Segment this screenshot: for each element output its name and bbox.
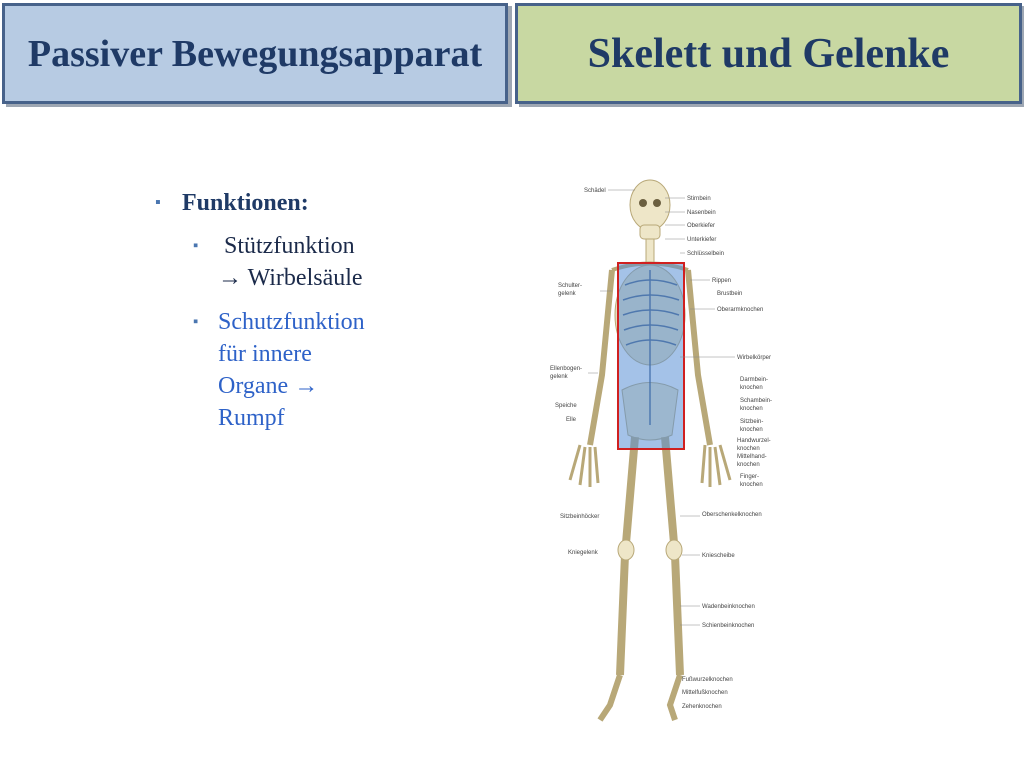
label-r10: knochen [740,385,763,391]
label-r11: Schambein- [740,398,773,404]
label-r7: Oberarmknochen [717,307,764,313]
bullet-item-support [155,230,425,294]
bullet-item-protection-line1: Schutzfunktion [218,309,365,335]
label-r17: Mittelhand- [737,454,767,460]
topic-title [515,3,1022,104]
section-title [2,3,508,104]
bullet-item-support-line1: Stützfunktion [224,233,355,259]
label-sitzbeinhoecker: Sitzbeinhöcker [560,514,600,520]
label-r13: Sitzbein- [740,419,764,425]
torso-highlight [618,263,684,449]
bullet-list [155,188,425,434]
label-r4: Schlüsselbein [687,251,725,257]
label-r20: knochen [740,482,763,488]
bullet-item-protection-line3: Organe → [218,373,319,399]
label-r19: Finger- [740,474,760,480]
bullet-item-protection-line2: für innere [218,341,312,367]
label-r24: Schienbeinknochen [702,623,755,629]
label-r5: Rippen [712,278,732,284]
labels-left [550,188,606,556]
label-speiche: Speiche [555,403,577,409]
label-r25: Fußwurzelknochen [682,677,733,683]
label-schulter-2: gelenk [558,291,576,297]
skeleton-figure [540,175,790,735]
label-r1: Nasenbein [687,210,716,216]
label-r14: knochen [740,427,763,433]
label-r0: Stirnbein [687,196,711,202]
label-r27: Zehenknochen [682,704,722,710]
label-r3: Unterkiefer [687,237,717,243]
bullet-item-support-line2: → Wirbelsäule [218,265,363,291]
label-r15: Handwurzel- [737,438,771,444]
label-r18: knochen [737,462,760,468]
bullet-heading [155,188,425,218]
label-r6: Brustbein [717,291,743,297]
label-r21: Oberschenkelknochen [702,512,762,518]
section-title-text: Passiver Bewegungsapparat [27,32,483,75]
label-r2: Oberkiefer [687,223,716,229]
bullet-item-protection-line4: Rumpf [218,405,285,431]
label-elle: Elle [566,417,577,423]
label-ellenbogen-2: gelenk [550,374,568,380]
label-schulter-1: Schulter- [558,283,583,289]
label-r16: knochen [737,446,760,452]
label-kniegelenk: Kniegelenk [568,550,598,556]
label-r23: Wadenbeinknochen [702,604,755,610]
skeleton-illustration [540,175,790,735]
label-r12: knochen [740,406,763,412]
label-ellenbogen-1: Ellenbogen- [550,366,583,372]
bullet-item-protection [155,306,425,434]
bullet-heading-text: Funktionen: [182,190,309,216]
label-schaedel: Schädel [584,188,606,194]
label-r9: Darmbein- [740,377,769,383]
label-r26: Mittelfußknochen [682,690,728,696]
label-r8: Wirbelkörper [737,355,772,361]
label-r22: Kniescheibe [702,553,735,559]
topic-title-text: Skelett und Gelenke [587,30,950,77]
labels-right [682,196,772,710]
